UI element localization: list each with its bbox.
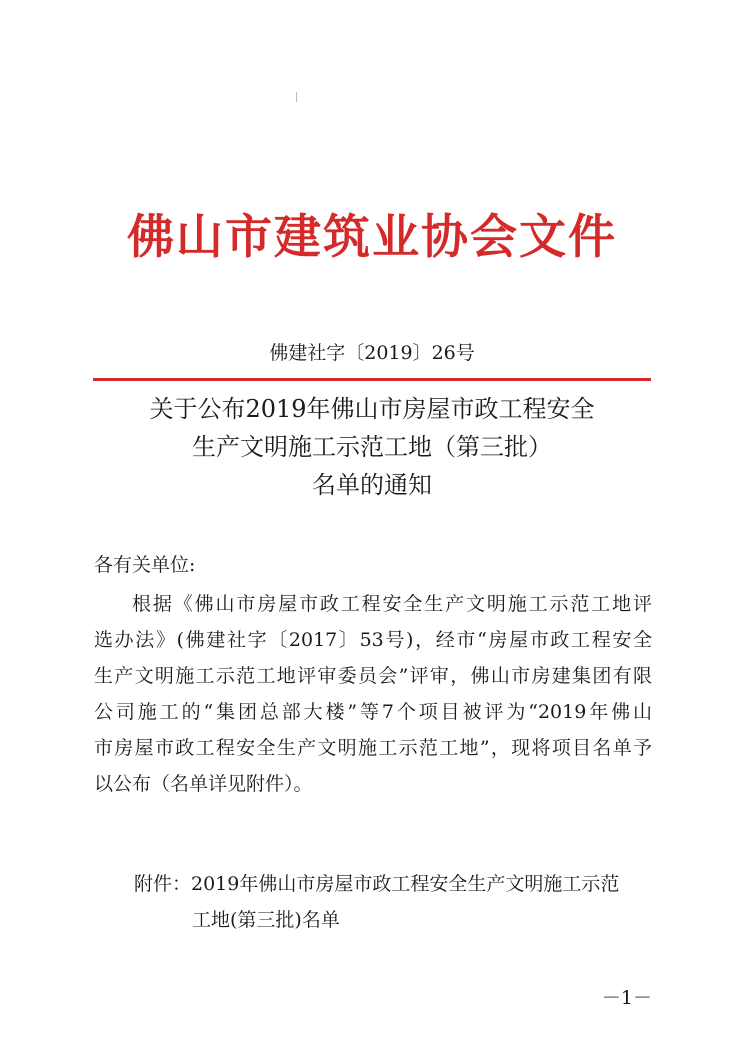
notice-title-line: 关于公布2019年佛山市房屋市政工程安全	[149, 395, 595, 423]
attachment-line: 附件：2019年佛山市房屋市政工程安全生产文明施工示范	[134, 873, 620, 895]
body-line: 根据《佛山市房屋市政工程安全生产文明施工示范工地评	[132, 593, 652, 615]
document-number: 佛建社字〔2019〕26号	[269, 342, 475, 364]
red-divider-line	[93, 378, 651, 381]
body-line: 生产文明施工示范工地评审委员会”评审，佛山市房建集团有限	[94, 665, 652, 687]
organization-header-title: 佛山市建筑业协会文件	[127, 210, 617, 265]
body-line: 以公布（名单详见附件）。	[94, 773, 313, 795]
body-line: 选办法》(佛建社字〔2017〕53号)，经市“房屋市政工程安全	[94, 629, 652, 651]
notice-title-line: 生产文明施工示范工地（第三批）	[192, 433, 552, 461]
body-paragraph	[94, 586, 652, 802]
scan-mark	[296, 92, 297, 102]
notice-title	[0, 390, 744, 504]
attachment-note	[134, 866, 654, 938]
attachment-line: 工地(第三批)名单	[192, 909, 340, 931]
body-line: 公司施工的“集团总部大楼”等7个项目被评为“2019年佛山	[94, 701, 652, 723]
body-line: 市房屋市政工程安全生产文明施工示范工地”，现将项目名单予	[94, 737, 652, 759]
page-number: －1－	[601, 987, 652, 1009]
notice-title-line: 名单的通知	[312, 471, 432, 499]
addressee: 各有关单位:	[94, 554, 196, 576]
